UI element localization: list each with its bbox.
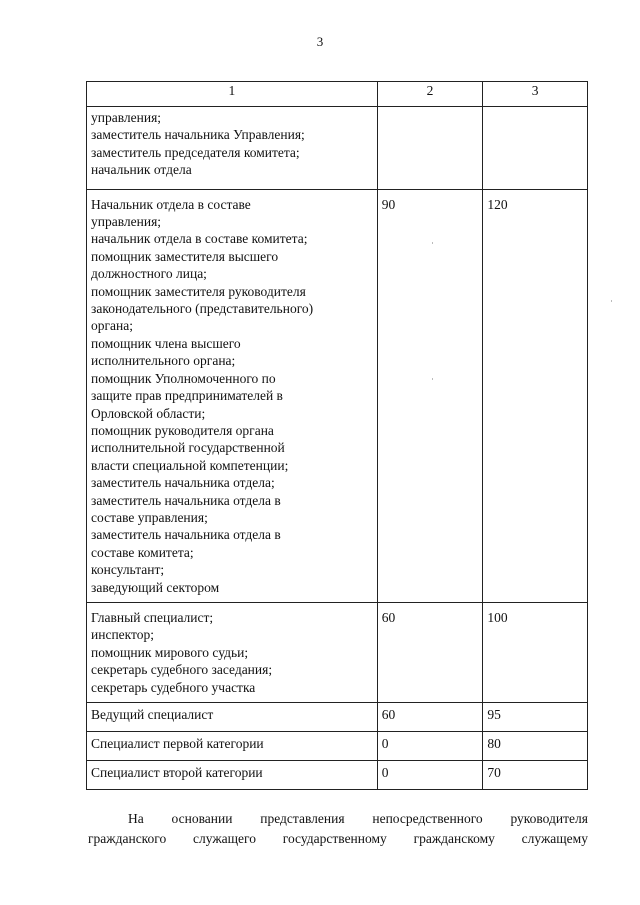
position-line: начальник отдела в составе комитета; bbox=[91, 231, 308, 247]
position-line: заместитель начальника Управления; bbox=[91, 127, 305, 143]
paragraph-line bbox=[88, 809, 588, 829]
position-line: помощник мирового судьи; bbox=[91, 644, 249, 660]
position-line: заведующий сектором bbox=[91, 579, 220, 595]
position-line: составе управления; bbox=[91, 509, 208, 525]
position-line: помощник Уполномоченного по bbox=[91, 370, 276, 386]
table-row bbox=[87, 189, 588, 602]
table-header-row bbox=[87, 82, 588, 107]
position-line: Начальник отдела в составе bbox=[91, 196, 251, 212]
paragraph-word: гражданскому bbox=[413, 831, 495, 846]
scan-speck bbox=[432, 242, 433, 244]
salary-table bbox=[86, 81, 588, 790]
position-line: начальник отдела bbox=[91, 162, 192, 178]
value-cell-col2 bbox=[377, 107, 483, 190]
position-line: Ведущий специалист bbox=[91, 707, 214, 722]
paragraph-word: служащего bbox=[193, 831, 256, 846]
header-col-2: 2 bbox=[377, 82, 483, 107]
value-cell-col2: 0 bbox=[377, 732, 483, 761]
table-row bbox=[87, 761, 588, 790]
position-line: Орловской области; bbox=[91, 405, 206, 421]
page-number: 3 bbox=[316, 34, 324, 49]
paragraph-word: руководителя bbox=[510, 811, 588, 826]
position-line: исполнительной государственной bbox=[91, 440, 285, 456]
paragraph-word: непосредственного bbox=[372, 811, 483, 826]
scan-speck bbox=[611, 300, 612, 302]
position-cell bbox=[87, 107, 378, 190]
paragraph-word: основании bbox=[171, 811, 233, 826]
position-line: Специалист второй категории bbox=[91, 765, 263, 780]
position-cell bbox=[87, 602, 378, 702]
body-paragraph bbox=[88, 809, 588, 849]
position-line: управления; bbox=[91, 110, 162, 125]
position-line: управления; bbox=[91, 214, 162, 230]
paragraph-word: служащему bbox=[521, 831, 588, 846]
value-cell-col3: 120 bbox=[483, 189, 588, 602]
position-line: заместитель начальника отдела в bbox=[91, 527, 281, 543]
position-line: помощник руководителя органа bbox=[91, 422, 274, 438]
position-cell bbox=[87, 761, 378, 790]
position-line: секретарь судебного участка bbox=[91, 679, 256, 695]
position-line: консультант; bbox=[91, 562, 165, 578]
value-cell-col2: 90 bbox=[377, 189, 483, 602]
position-line: заместитель председателя комитета; bbox=[91, 144, 300, 160]
table-row bbox=[87, 107, 588, 190]
position-line: Специалист первой категории bbox=[91, 736, 264, 751]
table-row bbox=[87, 732, 588, 761]
value-cell-col3: 80 bbox=[483, 732, 588, 761]
paragraph-word: государственному bbox=[282, 831, 387, 846]
header-col-3: 3 bbox=[483, 82, 588, 107]
position-cell bbox=[87, 189, 378, 602]
paragraph-word: гражданского bbox=[88, 831, 167, 846]
scan-speck bbox=[432, 378, 433, 380]
position-cell bbox=[87, 732, 378, 761]
value-cell-col2: 60 bbox=[377, 703, 483, 732]
paragraph-word: На bbox=[128, 811, 144, 826]
position-line: власти специальной компетенции; bbox=[91, 457, 289, 473]
position-line: секретарь судебного заседания; bbox=[91, 662, 273, 678]
value-cell-col3: 70 bbox=[483, 761, 588, 790]
paragraph-line bbox=[88, 829, 588, 849]
paragraph-word: представления bbox=[260, 811, 345, 826]
value-cell-col3: 95 bbox=[483, 703, 588, 732]
position-line: должностного лица; bbox=[91, 266, 207, 282]
position-line: составе комитета; bbox=[91, 544, 194, 560]
header-col-1: 1 bbox=[87, 82, 378, 107]
position-line: заместитель начальника отдела; bbox=[91, 475, 275, 491]
position-line: инспектор; bbox=[91, 627, 155, 643]
position-line: органа; bbox=[91, 318, 133, 334]
position-cell bbox=[87, 703, 378, 732]
value-cell-col2: 0 bbox=[377, 761, 483, 790]
position-line: помощник заместителя руководителя bbox=[91, 283, 306, 299]
table-row bbox=[87, 703, 588, 732]
position-line: исполнительного органа; bbox=[91, 353, 236, 369]
position-line: Главный специалист; bbox=[91, 609, 214, 625]
position-line: помощник заместителя высшего bbox=[91, 248, 279, 264]
position-line: законодательного (представительного) bbox=[91, 301, 314, 317]
value-cell-col3 bbox=[483, 107, 588, 190]
position-line: защите прав предпринимателей в bbox=[91, 388, 283, 404]
position-line: заместитель начальника отдела в bbox=[91, 492, 281, 508]
position-line: помощник члена высшего bbox=[91, 335, 241, 351]
value-cell-col2: 60 bbox=[377, 602, 483, 702]
value-cell-col3: 100 bbox=[483, 602, 588, 702]
table-row bbox=[87, 602, 588, 702]
